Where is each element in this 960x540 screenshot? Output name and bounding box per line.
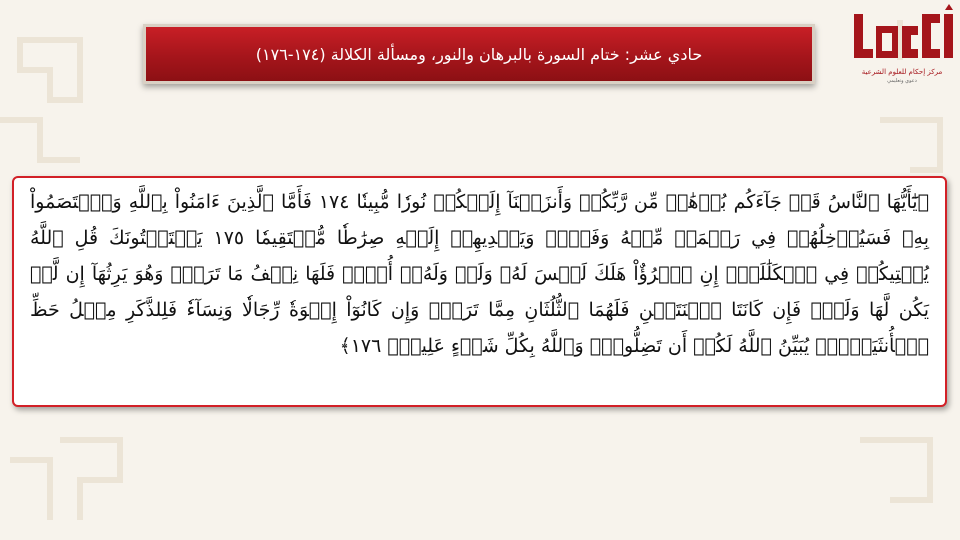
logo-tagline: دعوي وتعليمي <box>887 78 917 84</box>
logo-mark-icon <box>846 0 960 68</box>
ihkam-logo <box>846 0 960 84</box>
slide-title-banner <box>143 24 815 84</box>
quran-verse-text: ﴿يَٰٓأَيُّهَا ٱلنَّاسُ قَدۡ جَآءَكُم بُرۡهَٰنٞ مِّن رَّبِّكُمۡ وَأَنزَلۡنَآ إِلَيۡكُمۡ نُورٗا مُّبِينٗا ١٧٤ فَأَمَّا ٱلَّذِينَ ءَامَنُواْ بِٱللَّهِ وَٱعۡتَصَمُواْ بِهِۦ فَسَيُدۡخِلُهُمۡ فِي رَحۡمَةٖ مِّنۡهُ وَفَضۡلٖ وَيَهۡدِيهِمۡ إِلَيۡهِ صِرَٰطٗا مُّسۡتَقِيمٗا ١٧٥ يَسۡتَفۡتُونَكَ قُلِ ٱللَّهُ يُفۡتِيكُمۡ فِي ٱلۡكَلَٰلَةِۚ إِنِ ٱمۡرُؤٌاْ هَلَكَ لَيۡسَ لَهُۥ وَلَدٞ وَلَهُۥٓ أُخۡتٞ فَلَهَا نِصۡفُ مَا تَرَكَۚ وَهُوَ يَرِثُهَآ إِن لَّمۡ يَكُن لَّهَا وَلَدٞۚ فَإِن كَانَتَا ٱثۡنَتَيۡنِ فَلَهُمَا ٱلثُّلُثَانِ مِمَّا تَرَكَۚ وَإِن كَانُوٓاْ إِخۡوَةٗ رِّجَالٗا وَنِسَآءٗ فَلِلذَّكَرِ مِثۡلُ حَظِّ ٱلۡأُنثَيَيۡنِۗ يُبَيِّنُ ٱللَّهُ لَكُمۡ أَن تَضِلُّواْۗ وَٱللَّهُ بِكُلِّ شَيۡءٍ عَلِيمُۢ ١٧٦﴾ <box>30 191 929 357</box>
logo-name: مركز إحكام للعلوم الشرعية <box>861 68 943 76</box>
quran-verse-box <box>12 176 947 407</box>
slide-title: حادي عشر: ختام السورة بالبرهان والنور، ومسألة الكلالة (١٧٤-١٧٦) <box>255 44 703 64</box>
